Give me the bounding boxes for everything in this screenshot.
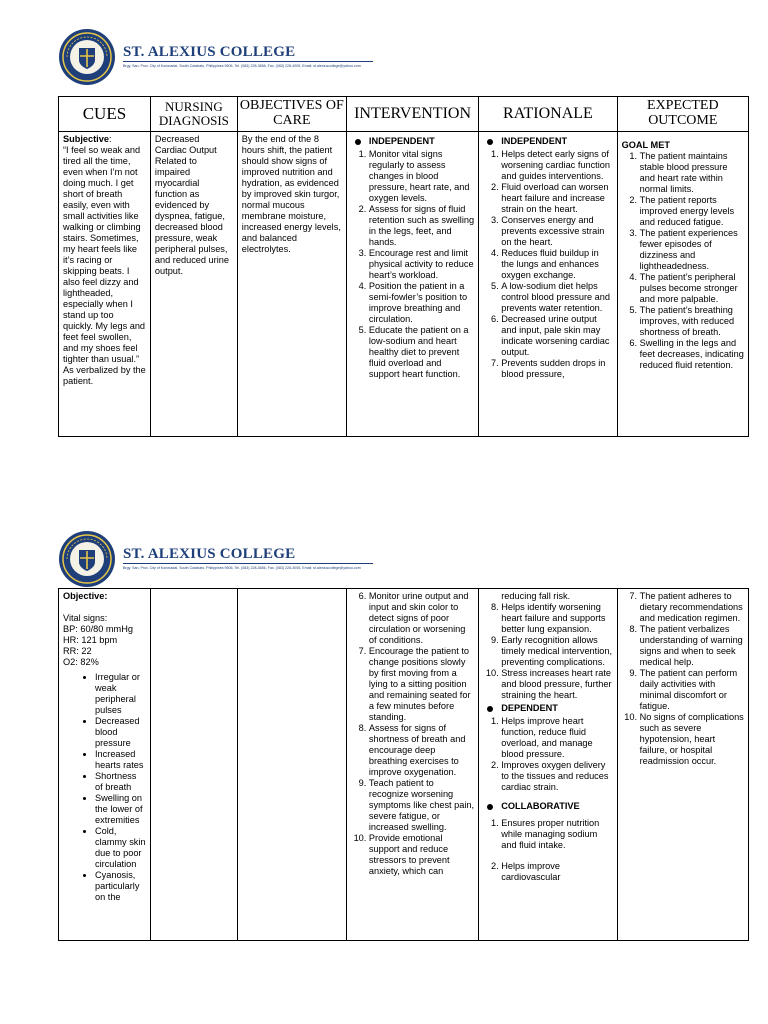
list-item: • Decreased blood pressure bbox=[95, 716, 146, 749]
care-plan-table-continued bbox=[58, 588, 749, 941]
rationale-cell bbox=[479, 589, 617, 941]
collaborative-heading: COLLABORATIVE bbox=[487, 801, 612, 812]
list-item: 1. Monitor vital signs regularly to assess changes in blood pressure, heart rate, and oxygen levels. bbox=[369, 149, 474, 204]
column-header-intervention: INTERVENTION bbox=[346, 97, 478, 132]
diagnosis-cell bbox=[150, 132, 237, 437]
list-item: 5. A low-sodium diet helps control blood pressure and prevents water retention. bbox=[501, 281, 612, 314]
rationale-continued-text: reducing fall risk. bbox=[501, 591, 571, 601]
independent-heading: INDEPENDENT bbox=[355, 136, 474, 147]
column-header-nursing-diagnosis: NURSING DIAGNOSIS bbox=[150, 97, 237, 132]
list-item: 4. Position the patient in a semi-fowler’s position to improve breathing and circulation. bbox=[369, 281, 474, 325]
objective-findings-list bbox=[63, 672, 146, 903]
header-divider bbox=[123, 61, 373, 62]
vital-hr: HR: 121 bpm bbox=[63, 635, 118, 645]
column-header-objectives: OBJECTIVES OF CARE bbox=[237, 97, 346, 132]
list-item: 4. The patient’s peripheral pulses become stronger and more palpable. bbox=[640, 272, 744, 305]
bullet-icon bbox=[487, 804, 493, 810]
college-name: ST. ALEXIUS COLLEGE bbox=[123, 546, 296, 562]
college-header bbox=[58, 28, 718, 88]
list-item: 2. Improves oxygen delivery to the tissues and reduces cardiac strain. bbox=[501, 760, 612, 793]
document-page-1 bbox=[0, 0, 768, 480]
objective-label: Objective bbox=[63, 591, 105, 601]
list-item: 5. The patient’s breathing improves, with reduced shortness of breath. bbox=[640, 305, 744, 338]
vital-bp: BP: 60/80 mmHg bbox=[63, 624, 133, 634]
subjective-text: “I feel so weak and tired all the time, even when I’m not doing much. I get short of breath easily, even with small activities like walking or climbing stairs. Sometimes, my heart feels like it’s racing or skipping beats. I also feel dizzy and lightheaded, especially when I stand up too quickly. My legs and feet feel swollen, and my shoes feel tighter than usual.” As verbalized by the patient. bbox=[63, 145, 146, 386]
list-item: 10. No signs of complications such as severe hypotension, heart failure, or hospital readmission occur. bbox=[640, 712, 744, 767]
outcome-cell bbox=[617, 132, 748, 437]
outcome-list bbox=[622, 591, 744, 767]
objectives-text: By the end of the 8 hours shift, the patient should show signs of improved nutrition and hydration, as evidenced by improved skin turgor, normal mucous membrane moisture, increased energy levels, and balanced electrolytes. bbox=[241, 134, 341, 254]
dependent-heading: DEPENDENT bbox=[487, 703, 612, 714]
list-item: • Cold, clammy skin due to poor circulation bbox=[95, 826, 146, 870]
objectives-cell bbox=[237, 132, 346, 437]
bullet-icon bbox=[487, 706, 493, 712]
list-item: 4. Reduces fluid buildup in the lungs and enhances oxygen exchange. bbox=[501, 248, 612, 281]
vital-rr: RR: 22 bbox=[63, 646, 92, 656]
independent-heading: INDEPENDENT bbox=[487, 136, 612, 147]
column-header-expected-outcome: EXPECTED OUTCOME bbox=[617, 97, 748, 132]
list-item: 3. Conserves energy and prevents excessive strain on the heart. bbox=[501, 215, 612, 248]
list-item: 6. Swelling in the legs and feet decreases, indicating reduced fluid retention. bbox=[640, 338, 744, 371]
college-address: Brgy. San, Prov. City of Koronadal, South Cotabato, Philippines 9506, Tel. (083) 228-3656, Fax. (083) 228-4005, Email: st.alexiuscollege@yahoo.com bbox=[123, 64, 361, 68]
table-row bbox=[59, 132, 749, 437]
list-item: 7. Encourage the patient to change positions slowly by first moving from a lying to a sitting position and remaining seated for a few minutes before standing. bbox=[369, 646, 474, 723]
college-name: ST. ALEXIUS COLLEGE bbox=[123, 44, 296, 60]
intervention-list bbox=[351, 149, 474, 380]
list-item: 6. Monitor urine output and input and skin color to detect signs of poor circulation or worsening of conditions. bbox=[369, 591, 474, 646]
list-item: 2. The patient reports improved energy levels and reduced fatigue. bbox=[640, 195, 744, 228]
column-header-cues: CUES bbox=[59, 97, 151, 132]
care-plan-table bbox=[58, 96, 749, 437]
list-item: • Shortness of breath bbox=[95, 771, 146, 793]
college-address: Brgy. San, Prov. City of Koronadal, South Cotabato, Philippines 9506, Tel. (083) 228-3656, Fax. (083) 228-4005, Email: st.alexiuscollege@yahoo.com bbox=[123, 566, 361, 570]
college-seal-logo bbox=[58, 28, 116, 86]
list-item: 2. Fluid overload can worsen heart failure and increase strain on the heart. bbox=[501, 182, 612, 215]
college-header bbox=[58, 530, 718, 590]
bullet-icon bbox=[355, 139, 361, 145]
column-header-rationale: RATIONALE bbox=[479, 97, 617, 132]
intervention-cell bbox=[346, 589, 478, 941]
list-item: 10. Stress increases heart rate and blood pressure, further straining the heart. bbox=[501, 668, 612, 701]
cues-cell: Objective: Vital signs: BP: 60/80 mmHg HR: 121 bpm RR: 22 O2: 82% • Irregular or weak peripheral pulses • Decreased blood pressure • Increased hearts rates • Shortness of breath • Swelling on the lower of extremities • Cold, clammy skin due to poor circulation • Cyanosis, particularly on the bbox=[59, 589, 151, 941]
list-item: 1. Ensures proper nutrition while managing sodium and fluid intake. bbox=[501, 818, 612, 851]
list-item: 8. Assess for signs of shortness of breath and encourage deep breathing exercises to improve oxygenation. bbox=[369, 723, 474, 778]
list-item: 1. The patient maintains stable blood pressure and heart rate within normal limits. bbox=[640, 151, 744, 195]
vital-o2: O2: 82% bbox=[63, 657, 99, 667]
dependent-rationale-list bbox=[483, 716, 612, 793]
list-item: 2. Helps improve cardiovascular bbox=[501, 861, 612, 883]
list-item: 3. Encourage rest and limit physical activity to reduce heart’s workload. bbox=[369, 248, 474, 281]
table-header-row bbox=[59, 97, 749, 132]
college-seal-logo bbox=[58, 530, 116, 588]
bullet-icon bbox=[487, 139, 493, 145]
list-item: 10. Provide emotional support and reduce stressors to prevent anxiety, which can bbox=[369, 833, 474, 877]
document-page-2 bbox=[0, 520, 768, 1024]
list-item: 1. Helps improve heart function, reduce fluid overload, and manage blood pressure. bbox=[501, 716, 612, 760]
list-item: • Cyanosis, particularly on the bbox=[95, 870, 146, 903]
rationale-list bbox=[483, 602, 612, 701]
diagnosis-text: Decreased Cardiac Output Related to impaired myocardial function as evidenced by dyspnea, fatigue, decreased blood pressure, weak peripheral pulses, and reduced urine output. bbox=[154, 134, 229, 276]
outcome-cell bbox=[617, 589, 748, 941]
list-item: 9. Early recognition allows timely medical intervention, preventing complications. bbox=[501, 635, 612, 668]
subjective-label: Subjective bbox=[63, 134, 109, 144]
header-divider bbox=[123, 563, 373, 564]
table-row bbox=[59, 589, 749, 941]
collaborative-rationale-list bbox=[483, 818, 612, 883]
list-item: 9. The patient can perform daily activities with minimal discomfort or fatigue. bbox=[640, 668, 744, 712]
cues-cell: Subjective: “I feel so weak and tired all the time, even when I’m not doing much. I get short of breath easily, even with small activities like walking or climbing stairs. Sometimes, my heart feels like it’s racing or skipping beats. I also feel dizzy and lightheaded, especially when I stand up too quickly. My legs and feet feel swollen, and my shoes feel tighter than usual.” As verbalized by the patient. bbox=[59, 132, 151, 437]
list-item: 7. Prevents sudden drops in blood pressure, bbox=[501, 358, 612, 380]
list-item: 9. Teach patient to recognize worsening symptoms like chest pain, severe fatigue, or increased swelling. bbox=[369, 778, 474, 833]
list-item: 1. Helps detect early signs of worsening cardiac function and guides interventions. bbox=[501, 149, 612, 182]
list-item: 8. The patient verbalizes understanding of warning signs and when to seek medical help. bbox=[640, 624, 744, 668]
objectives-cell bbox=[237, 589, 346, 941]
diagnosis-cell bbox=[150, 589, 237, 941]
goal-met-label: GOAL MET bbox=[621, 140, 670, 150]
rationale-cell bbox=[479, 132, 617, 437]
intervention-cell bbox=[346, 132, 478, 437]
list-item: 6. Decreased urine output and input, pale skin may indicate worsening cardiac output. bbox=[501, 314, 612, 358]
list-item: 8. Helps identify worsening heart failure and supports better lung expansion. bbox=[501, 602, 612, 635]
list-item: 2. Assess for signs of fluid retention such as swelling in the legs, feet, and hands. bbox=[369, 204, 474, 248]
list-item: 3. The patient experiences fewer episodes of dizziness and lightheadedness. bbox=[640, 228, 744, 272]
rationale-list bbox=[483, 149, 612, 380]
outcome-list bbox=[622, 151, 744, 371]
list-item: 7. The patient adheres to dietary recommendations and medication regimen. bbox=[640, 591, 744, 624]
list-item: • Irregular or weak peripheral pulses bbox=[95, 672, 146, 716]
list-item: • Swelling on the lower of extremities bbox=[95, 793, 146, 826]
intervention-list bbox=[351, 591, 474, 877]
list-item: • Increased hearts rates bbox=[95, 749, 146, 771]
list-item: 5. Educate the patient on a low-sodium and heart healthy diet to prevent fluid overload and support heart function. bbox=[369, 325, 474, 380]
vital-signs-label: Vital signs bbox=[63, 613, 105, 623]
